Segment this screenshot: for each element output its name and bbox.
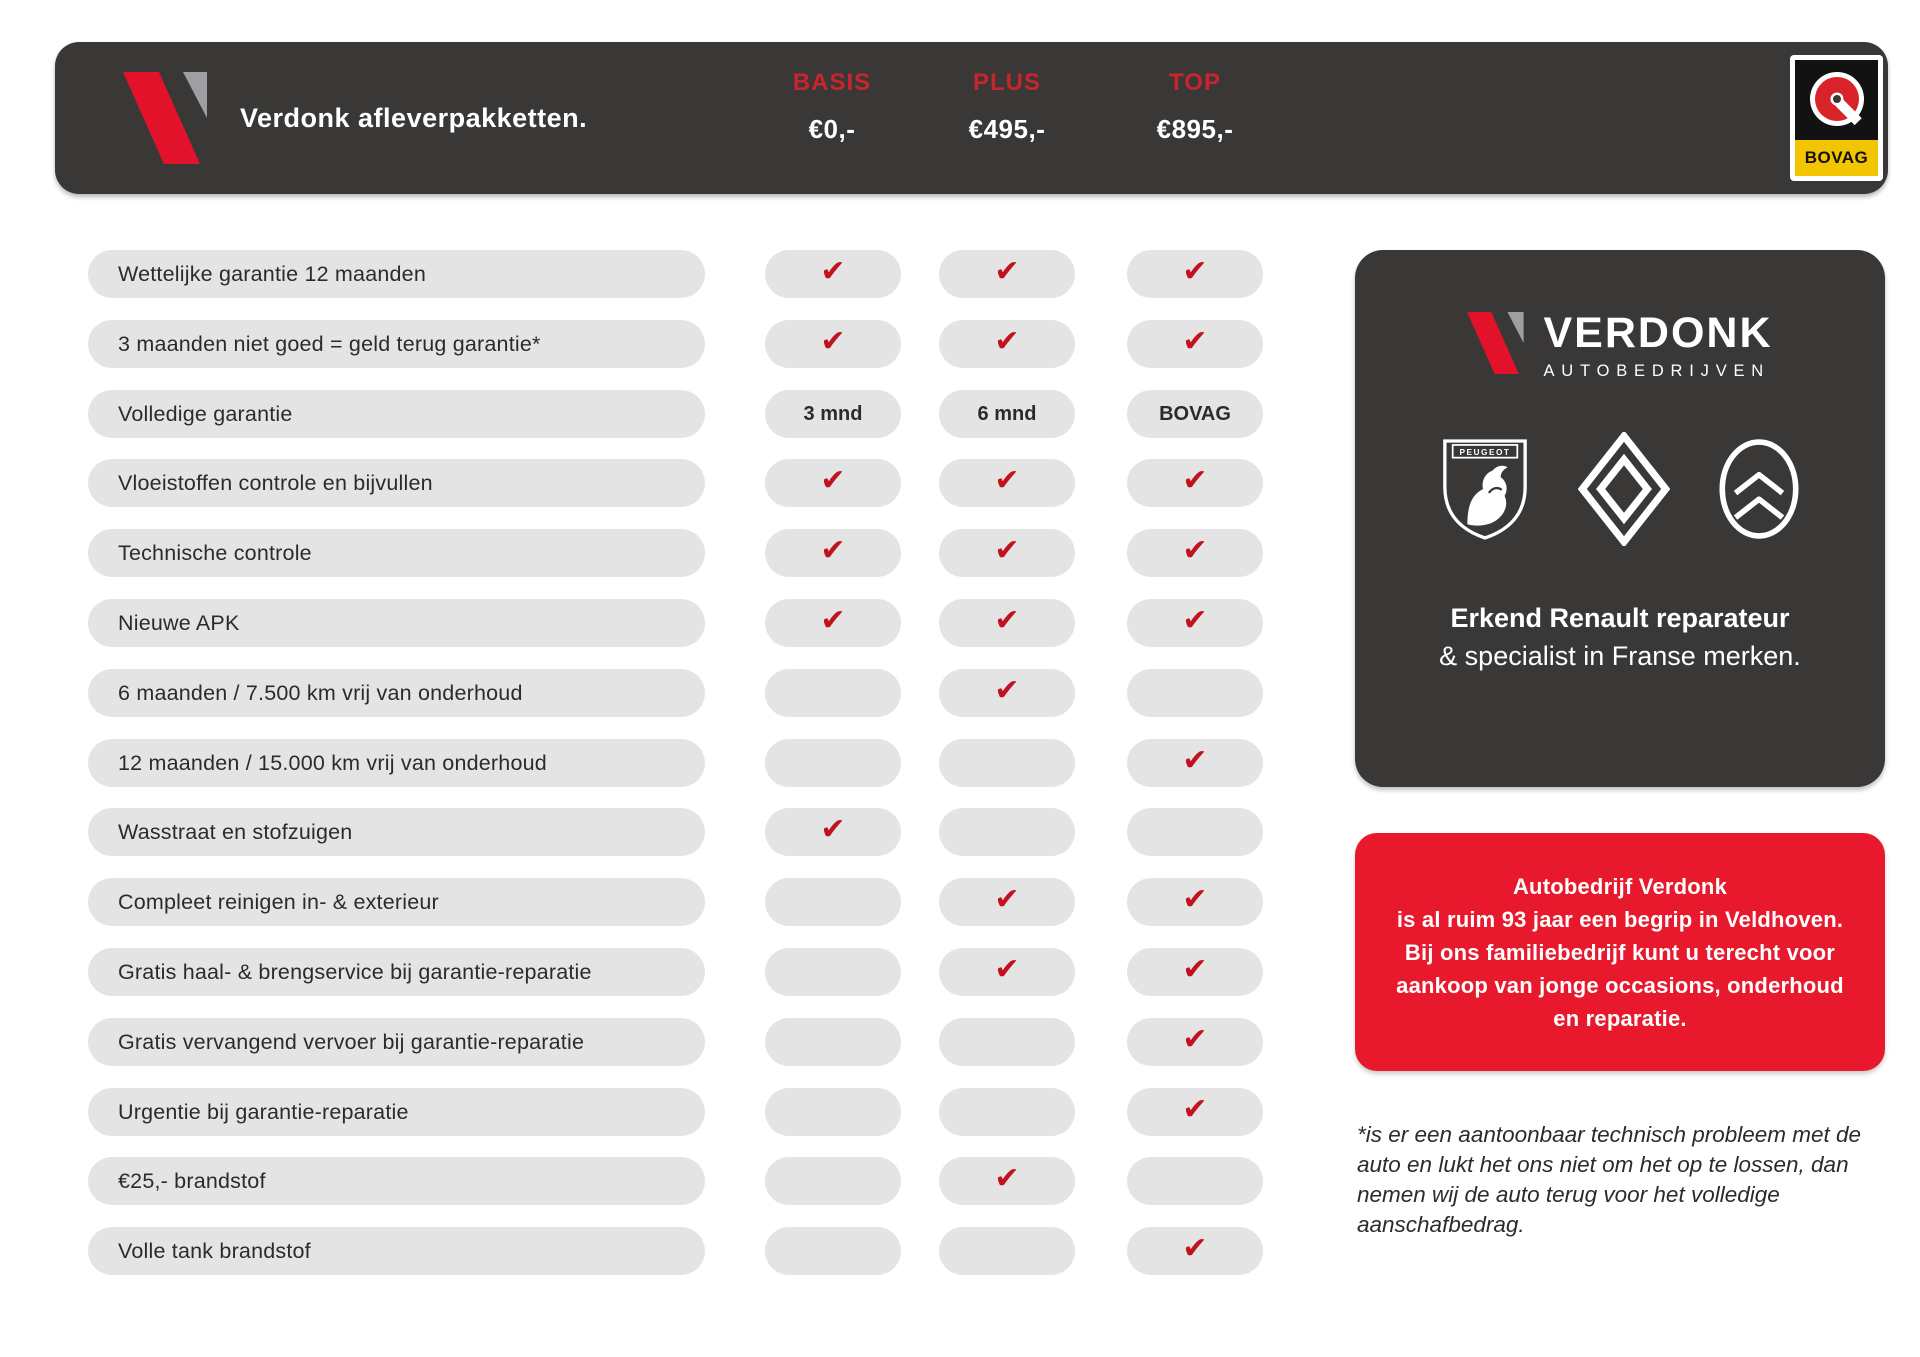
cell-pill [765, 1018, 901, 1066]
feature-pill: Compleet reinigen in- & exterieur [88, 878, 705, 926]
verdonk-mark-icon [123, 72, 209, 164]
cell-pill [1127, 1018, 1263, 1066]
cell-pill [765, 669, 901, 717]
cell-pill [939, 459, 1075, 507]
bovag-logo [1790, 55, 1883, 181]
check-icon: ✔ [820, 533, 846, 568]
check-icon: ✔ [1182, 463, 1208, 498]
cell-pill [1127, 1088, 1263, 1136]
check-icon: ✔ [994, 603, 1020, 638]
check-icon: ✔ [1182, 743, 1208, 778]
feature-pill: Urgentie bij garantie-reparatie [88, 1088, 705, 1136]
check-icon: ✔ [1182, 882, 1208, 917]
package-column-top [1120, 42, 1270, 145]
check-icon: ✔ [820, 254, 846, 289]
feature-pill: Vloeistoffen controle en bijvullen [88, 459, 705, 507]
cell-pill [1127, 808, 1263, 856]
check-icon: ✔ [1182, 254, 1208, 289]
package-name: BASIS [792, 69, 872, 96]
header-bar [55, 42, 1888, 194]
footnote: *is er een aantoonbaar technisch probleem met de auto en lukt het ons niet om het op te lossen, dan nemen wij de auto terug voor het volledige aanschafbedrag. [1357, 1122, 1862, 1237]
check-icon: ✔ [994, 533, 1020, 568]
check-icon: ✔ [1182, 1231, 1208, 1266]
cell-pill [939, 1157, 1075, 1205]
cell-pill [765, 808, 901, 856]
check-icon: ✔ [994, 952, 1020, 987]
svg-text:PEUGEOT: PEUGEOT [1459, 447, 1511, 458]
package-column-basis [757, 42, 907, 145]
check-icon: ✔ [820, 812, 846, 847]
panel-line-1: Erkend Renault reparateur [1450, 603, 1790, 633]
cell-pill [1127, 390, 1263, 438]
verdonk-logo-subtitle: AUTOBEDRIJVEN [1543, 362, 1771, 380]
verdonk-logo [1355, 309, 1885, 381]
cell-pill [765, 1157, 901, 1205]
renault-logo-icon [1578, 432, 1670, 546]
cell-text: BOVAG [1159, 402, 1231, 425]
check-icon: ✔ [1182, 952, 1208, 987]
check-icon: ✔ [994, 1161, 1020, 1196]
feature-pill: Technische controle [88, 529, 705, 577]
cell-pill [939, 1088, 1075, 1136]
feature-pill: Gratis haal- & brengservice bij garantie-reparatie [88, 948, 705, 996]
brand-logos [1355, 423, 1885, 555]
citroen-logo-icon [1716, 438, 1802, 540]
feature-pill: Nieuwe APK [88, 599, 705, 647]
cell-pill [765, 529, 901, 577]
cell-pill [1127, 250, 1263, 298]
cell-pill [939, 599, 1075, 647]
check-icon: ✔ [1182, 603, 1208, 638]
cell-pill [939, 250, 1075, 298]
check-icon: ✔ [820, 603, 846, 638]
cell-pill [1127, 529, 1263, 577]
cell-pill [939, 390, 1075, 438]
feature-pill: €25,- brandstof [88, 1157, 705, 1205]
check-icon: ✔ [1182, 324, 1208, 359]
cell-pill [939, 1227, 1075, 1275]
check-icon: ✔ [994, 882, 1020, 917]
feature-pill: Volledige garantie [88, 390, 705, 438]
feature-pill: Wasstraat en stofzuigen [88, 808, 705, 856]
cell-pill [1127, 1157, 1263, 1205]
check-icon: ✔ [1182, 1092, 1208, 1127]
panel-line-2: & specialist in Franse merken. [1439, 641, 1801, 671]
feature-pill: 12 maanden / 15.000 km vrij van onderhoud [88, 739, 705, 787]
cell-pill [765, 948, 901, 996]
package-price: €495,- [968, 114, 1046, 144]
cell-pill [1127, 320, 1263, 368]
check-icon: ✔ [994, 673, 1020, 708]
package-price: €895,- [1156, 114, 1234, 144]
feature-pill: Gratis vervangend vervoer bij garantie-reparatie [88, 1018, 705, 1066]
info-text: Autobedrijf Verdonk is al ruim 93 jaar een begrip in Veldhoven. Bij ons familiebedrijf kunt u terecht voor aankoop van jonge occasions, onderhoud en reparatie. [1396, 873, 1844, 1031]
check-icon: ✔ [820, 324, 846, 359]
cell-pill [765, 1088, 901, 1136]
package-column-plus [932, 42, 1082, 145]
cell-pill [939, 808, 1075, 856]
check-icon: ✔ [820, 463, 846, 498]
cell-pill [765, 739, 901, 787]
cell-pill [765, 250, 901, 298]
cell-pill [939, 878, 1075, 926]
verdonk-mark-icon [1467, 312, 1525, 374]
page-title: Verdonk afleverpakketten. [240, 102, 588, 133]
bovag-wordmark: BOVAG [1795, 140, 1878, 176]
cell-pill [765, 599, 901, 647]
cell-pill [939, 669, 1075, 717]
cell-pill [765, 878, 901, 926]
package-price: €0,- [808, 114, 856, 144]
cell-pill [1127, 669, 1263, 717]
panel-tagline [1355, 599, 1885, 675]
cell-pill [939, 739, 1075, 787]
side-panel [1355, 250, 1885, 787]
feature-pill: Volle tank brandstof [88, 1227, 705, 1275]
cell-pill [765, 320, 901, 368]
cell-pill [1127, 459, 1263, 507]
info-box [1355, 833, 1885, 1071]
check-icon: ✔ [994, 324, 1020, 359]
cell-text: 3 mnd [803, 402, 863, 425]
cell-pill [1127, 739, 1263, 787]
cell-pill [1127, 599, 1263, 647]
check-icon: ✔ [1182, 1022, 1208, 1057]
check-icon: ✔ [994, 254, 1020, 289]
peugeot-logo-icon [1438, 436, 1532, 542]
cell-pill [1127, 948, 1263, 996]
feature-pill: 6 maanden / 7.500 km vrij van onderhoud [88, 669, 705, 717]
cell-pill [765, 459, 901, 507]
package-name: TOP [1169, 69, 1221, 96]
cell-pill [1127, 878, 1263, 926]
package-name: PLUS [972, 69, 1041, 96]
feature-pill: 3 maanden niet goed = geld terug garantie* [88, 320, 705, 368]
check-icon: ✔ [1182, 533, 1208, 568]
cell-pill [939, 1018, 1075, 1066]
cell-text: 6 mnd [977, 402, 1037, 425]
check-icon: ✔ [994, 463, 1020, 498]
verdonk-logo-title: VERDONK [1543, 309, 1773, 357]
cell-pill [939, 320, 1075, 368]
cell-pill [939, 948, 1075, 996]
bovag-emblem-icon [1795, 60, 1878, 140]
feature-pill: Wettelijke garantie 12 maanden [88, 250, 705, 298]
cell-pill [939, 529, 1075, 577]
cell-pill [765, 1227, 901, 1275]
cell-pill [1127, 1227, 1263, 1275]
cell-pill [765, 390, 901, 438]
